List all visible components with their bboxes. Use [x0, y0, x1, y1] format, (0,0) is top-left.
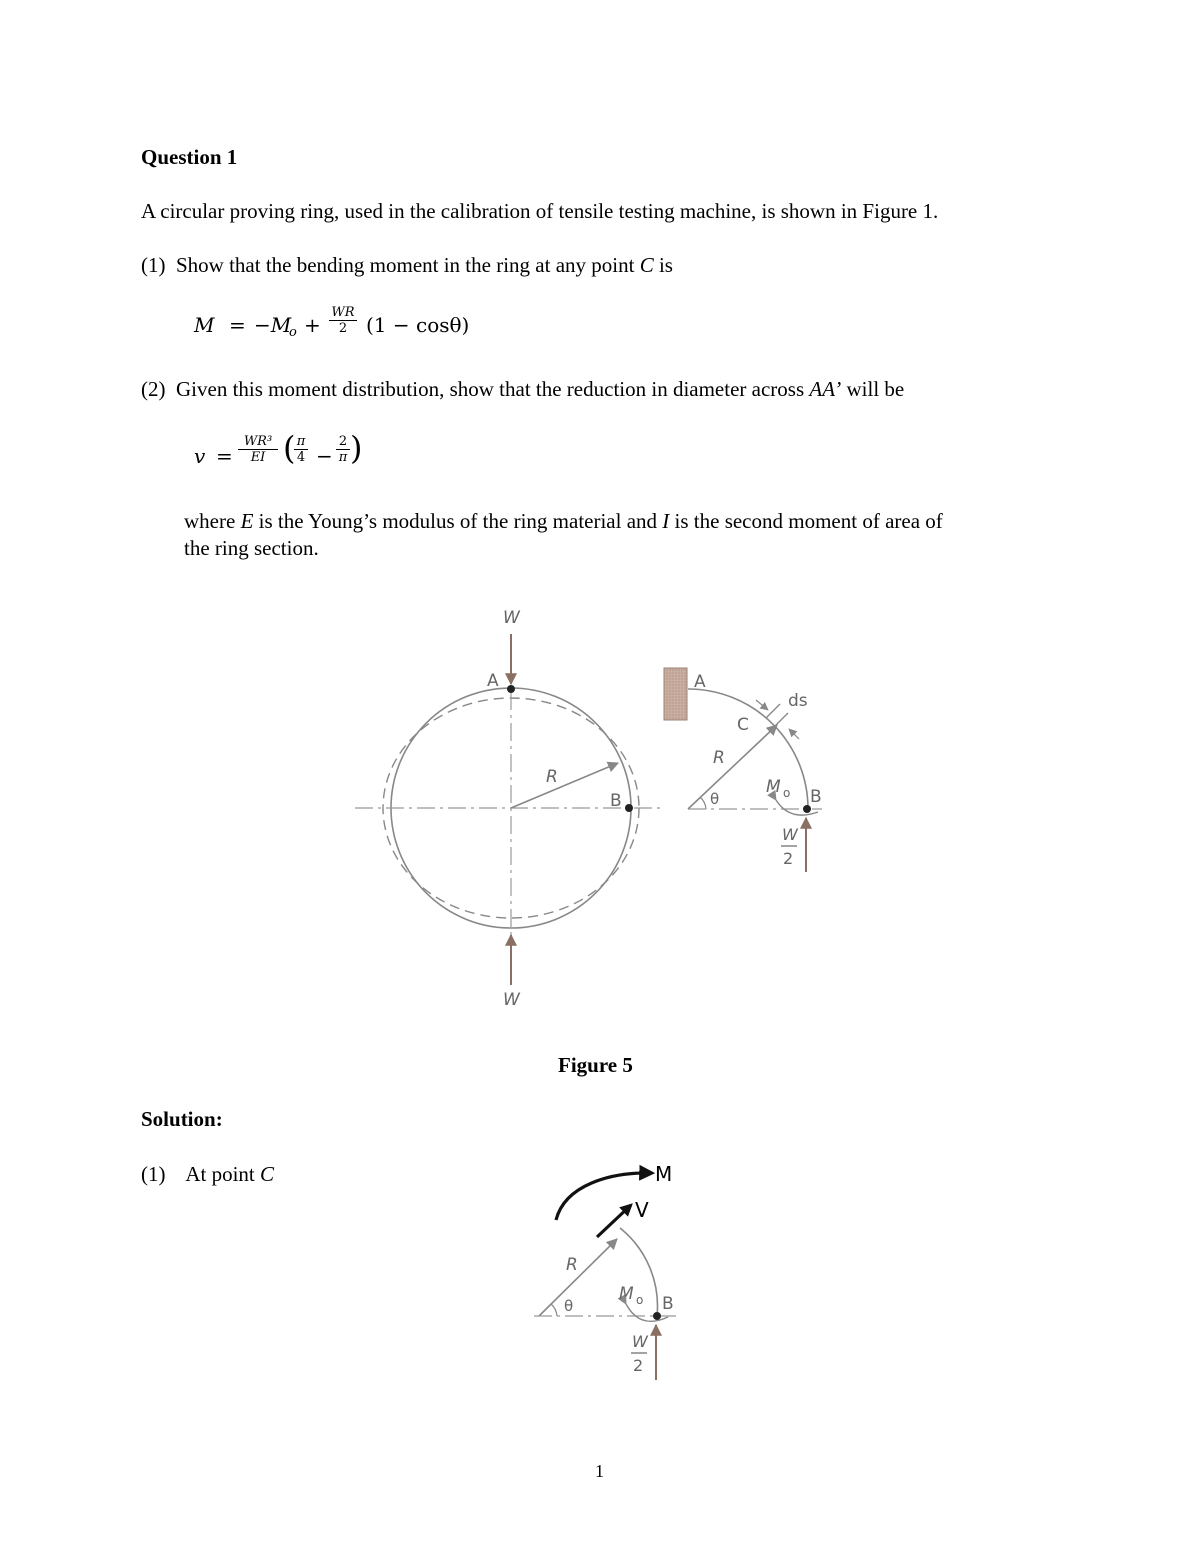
step1-var: C: [260, 1162, 275, 1186]
sol-label-m: M: [655, 1162, 673, 1186]
sol-label-v: V: [635, 1198, 649, 1222]
label-mo-m: M: [766, 777, 781, 797]
label-w-bottom: W: [503, 990, 520, 1010]
where-text-1: where: [184, 509, 236, 533]
solution-heading: Solution:: [141, 1107, 223, 1131]
eq1-lhs: M: [194, 313, 215, 337]
sol-label-theta: θ: [564, 1297, 574, 1315]
label-r: R: [546, 767, 558, 787]
eq2-equals: =: [216, 444, 233, 468]
eq2-minus: −: [316, 444, 333, 468]
sol-label-mo-m: M: [619, 1284, 634, 1304]
label-a2: A: [694, 672, 706, 692]
eq1-minus-m0: −M: [254, 313, 292, 337]
label-ds: ds: [788, 691, 808, 711]
label-b2: B: [810, 787, 822, 807]
eq1-frac-den: 2: [338, 321, 348, 336]
where-var-E: E: [240, 509, 254, 533]
part2-var: AA’: [809, 377, 842, 401]
eq1-tail: (1 − cosθ): [366, 313, 470, 337]
label-b: B: [610, 791, 622, 811]
solution-point-b: [653, 1312, 661, 1320]
label-two: 2: [783, 849, 794, 868]
eq2-two-num: 2: [338, 434, 348, 449]
label-c: C: [737, 715, 749, 735]
eq1-sub-o: o: [289, 325, 297, 340]
question-intro: A circular proving ring, used in the calibration of tensile testing machine, is shown in Figure 1.: [141, 199, 939, 223]
part1-var: C: [639, 253, 654, 277]
eq2-paren-open: (: [283, 429, 296, 467]
where-line-2: the ring section.: [184, 536, 319, 560]
label-w-frac: W: [782, 825, 798, 844]
label-r2: R: [713, 748, 725, 768]
label-mo-o: o: [783, 786, 791, 800]
page-number: 1: [595, 1461, 604, 1481]
part1-text-before: Show that the bending moment in the ring at any point: [176, 253, 635, 277]
question-heading: Question 1: [141, 145, 238, 169]
eq2-paren-close: ): [350, 429, 363, 467]
sol-label-two: 2: [633, 1356, 644, 1375]
part2-number: (2): [141, 377, 166, 401]
where-var-I: I: [662, 509, 670, 533]
sol-label-w-frac: W: [632, 1332, 648, 1351]
eq1-frac-num: WR: [331, 305, 355, 320]
part1-number: (1): [141, 253, 166, 277]
label-w-top: W: [503, 608, 520, 628]
eq1-equals: =: [229, 313, 246, 337]
solution-theta-arc: [551, 1304, 557, 1316]
eq1-plus: +: [304, 313, 321, 337]
figure5-caption: Figure 5: [558, 1053, 633, 1077]
eq2-two-den: π: [338, 450, 348, 465]
where-text-3: is the second moment of area of: [674, 509, 943, 533]
eq2-frac-num: WR³: [243, 434, 273, 449]
sol-label-mo-o: o: [636, 1293, 644, 1307]
label-a: A: [487, 671, 499, 691]
part2-text-after: will be: [846, 377, 905, 401]
sol-label-b: B: [662, 1294, 674, 1314]
part2-text-before: Given this moment distribution, show that the reduction in diameter across: [176, 377, 805, 401]
sol-label-r: R: [566, 1255, 578, 1275]
eq2-pi-den: 4: [296, 450, 306, 465]
part1-text-after: is: [658, 253, 673, 277]
where-text-2: is the Young’s modulus of the ring material and: [258, 509, 658, 533]
eq2-lhs: v: [194, 444, 206, 468]
label-theta: θ: [710, 790, 720, 808]
eq2-pi-num: π: [296, 434, 306, 449]
step1-number: (1): [141, 1162, 166, 1186]
eq2-frac-den: EI: [250, 450, 266, 465]
step1-text: At point: [185, 1162, 255, 1186]
